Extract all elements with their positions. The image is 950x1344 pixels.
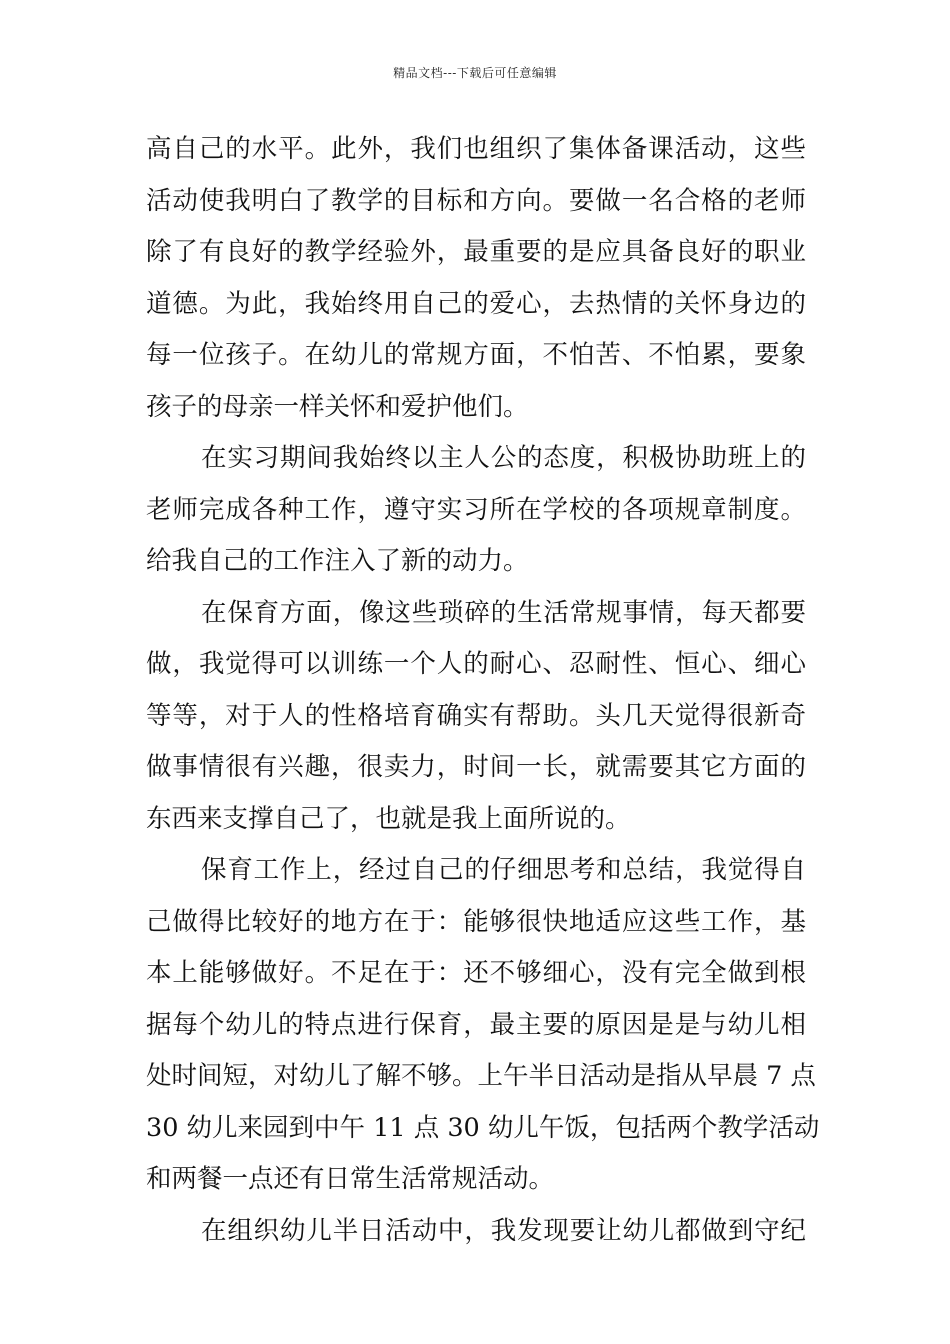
text-line: 高自己的水平。此外，我们也组织了集体备课活动，这些 — [146, 134, 806, 164]
text-line: 30 幼儿来园到中午 11 点 30 幼儿午饭，包括两个教学活动 — [146, 1112, 820, 1143]
text-line: 己做得比较好的地方在于：能够很快地适应这些工作，基 — [146, 906, 806, 937]
text-line: 保育工作上，经过自己的仔细思考和总结，我觉得自 — [201, 855, 806, 885]
document-body — [146, 124, 820, 1257]
text-line: 在组织幼儿半日活动中，我发现要让幼儿都做到守纪 — [201, 1215, 806, 1246]
text-line: 等等，对于人的性格培育确实有帮助。头几天觉得很新奇 — [146, 700, 806, 731]
page-header: 精品文档---下载后可任意编辑 — [393, 66, 557, 80]
text-line: 在保育方面，像这些琐碎的生活常规事情，每天都要 — [201, 597, 806, 628]
text-line: 做事情很有兴趣，很卖力，时间一长，就需要其它方面的 — [146, 752, 806, 782]
text-line: 和两餐一点还有日常生活常规活动。 — [146, 1164, 555, 1194]
text-line: 老师完成各种工作，遵守实习所在学校的各项规章制度。 — [146, 494, 806, 525]
text-line: 道德。为此，我始终用自己的爱心，去热情的关怀身边的 — [146, 288, 806, 319]
paragraph — [146, 845, 820, 1206]
text-line: 本上能够做好。不足在于：还不够细心，没有完全做到根 — [146, 958, 806, 988]
text-line: 在实习期间我始终以主人公的态度，积极协助班上的 — [201, 443, 806, 473]
text-line: 处时间短，对幼儿了解不够。上午半日活动是指从早晨 7 点 — [146, 1061, 816, 1091]
text-line: 活动使我明白了教学的目标和方向。要做一名合格的老师 — [146, 185, 806, 216]
paragraph — [146, 1206, 806, 1258]
paragraph — [146, 433, 806, 588]
text-line: 东西来支撑自己了，也就是我上面所说的。 — [146, 803, 631, 834]
paragraph — [146, 588, 806, 846]
text-line: 除了有良好的教学经验外，最重要的是应具备良好的职业 — [146, 237, 806, 267]
text-line: 每一位孩子。在幼儿的常规方面，不怕苦、不怕累，要象 — [146, 340, 806, 370]
paragraph — [146, 124, 806, 433]
text-line: 给我自己的工作注入了新的动力。 — [146, 546, 529, 576]
text-line: 做，我觉得可以训练一个人的耐心、忍耐性、恒心、细心 — [146, 649, 806, 679]
text-line: 孩子的母亲一样关怀和爱护他们。 — [146, 391, 529, 422]
text-line: 据每个幼儿的特点进行保育，最主要的原因是是与幼儿相 — [146, 1009, 806, 1040]
